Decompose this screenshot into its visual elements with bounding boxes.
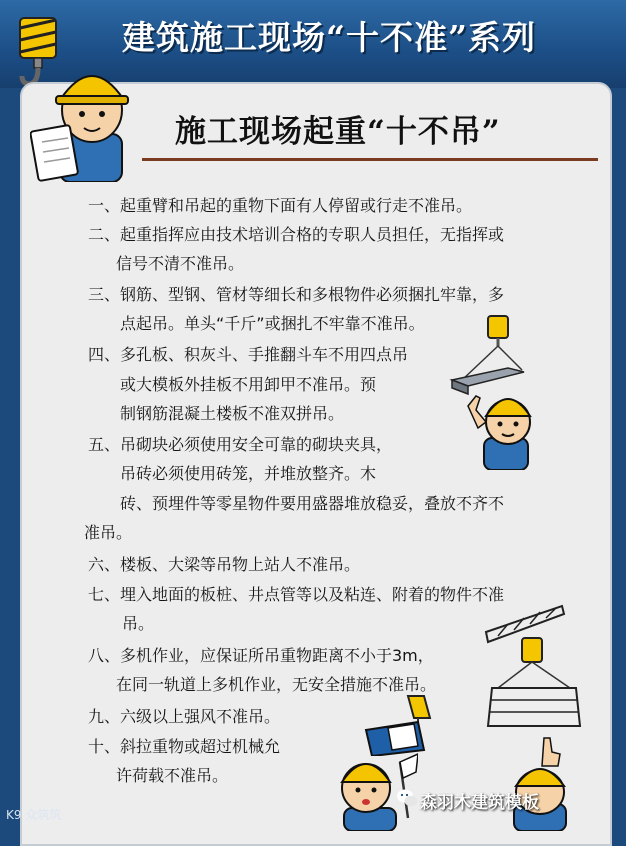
crane-with-load-icon xyxy=(484,602,584,732)
wechat-icon xyxy=(396,788,418,808)
rule-line-18: 九、六级以上强风不准吊。 xyxy=(88,707,281,726)
worker-pointing-icon xyxy=(462,384,548,470)
rule-line-11: 砖、预埋件等零星物件要用盛器堆放稳妥，叠放不齐不 xyxy=(120,494,505,513)
rule-line-20: 许荷载不准吊。 xyxy=(116,766,229,785)
worker-finger-up-icon xyxy=(504,736,574,831)
page-heading: 施工现场起重“十不吊” xyxy=(175,114,501,150)
rule-line-13: 六、楼板、大梁等吊物上站人不准吊。 xyxy=(88,555,361,574)
heading-divider xyxy=(142,158,598,161)
footer-left-watermark: K9 众筑筑 xyxy=(6,808,62,822)
rule-line-7: 或大模板外挂板不用卸甲不准吊。预 xyxy=(120,375,377,394)
rule-line-2: 二、起重指挥应由技术培训合格的专职人员担任，无指挥或 xyxy=(88,225,505,244)
footer-right-watermark: 森羽木建筑模板 xyxy=(420,793,539,813)
worker-with-clipboard-icon xyxy=(30,42,142,182)
crane-tilt-box-icon xyxy=(358,694,438,756)
rule-line-14: 七、埋入地面的板桩、井点管等以及粘连、附着的物件不准 xyxy=(88,585,505,604)
rule-line-8: 制钢筋混凝土楼板不准双拼吊。 xyxy=(120,404,345,423)
rule-line-12: 准吊。 xyxy=(84,523,133,542)
rule-line-16: 八、多机作业，应保证所吊重物距离不小于3m， xyxy=(88,646,434,665)
rule-line-19: 十、斜拉重物或超过机械允 xyxy=(88,737,281,756)
rule-line-15: 吊。 xyxy=(122,614,155,633)
rule-line-5: 点起吊。单头“千斤”或捆扎不牢靠不准吊。 xyxy=(120,314,425,333)
rule-line-6: 四、多孔板、积灰斗、手推翻斗车不用四点吊 xyxy=(88,345,409,364)
series-title: 建筑施工现场“十不准”系列 xyxy=(122,18,536,57)
rule-line-1: 一、起重臂和吊起的重物下面有人停留或行走不准吊。 xyxy=(88,196,473,215)
rule-line-3: 信号不清不准吊。 xyxy=(116,254,245,273)
rule-line-17: 在同一轨道上多机作业，无安全措施不准吊。 xyxy=(116,675,437,694)
rule-line-4: 三、钢筋、型钢、管材等细长和多根物件必须捆扎牢靠，多 xyxy=(88,285,505,304)
rule-line-9: 五、吊砌块必须使用安全可靠的砌块夹具， xyxy=(88,435,393,454)
rule-line-10: 吊砖必须使用砖笼，并堆放整齐。木 xyxy=(120,464,377,483)
